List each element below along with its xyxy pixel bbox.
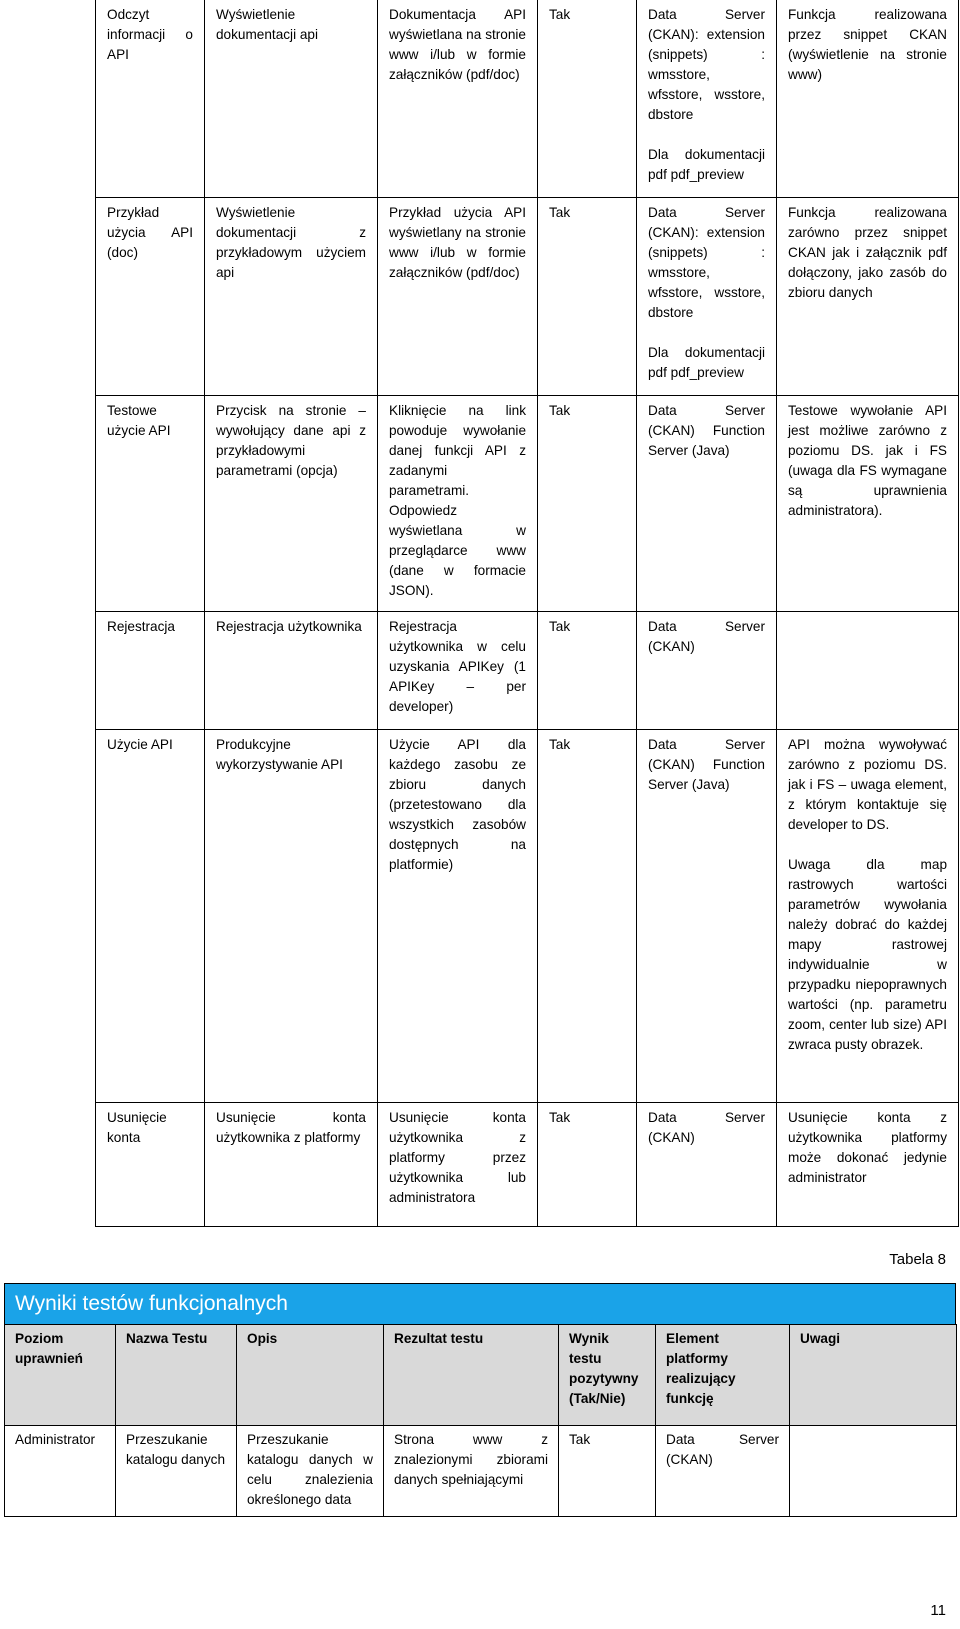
platform-component-cell	[637, 395, 777, 611]
results-header-cell: Uwagi	[790, 1325, 957, 1426]
function-description-cell-text: Wyświetlenie dokumentacji z przykładowym użyciem api	[216, 204, 366, 280]
function-name-cell	[96, 0, 205, 197]
function-details-cell	[378, 0, 538, 197]
table-row	[96, 729, 959, 1102]
remarks-cell-paragraph: Uwaga dla map rastrowych wartości parametrów wywołania należy dobrać do każdej mapy rastrowej indywidualnie w przypadku niepoprawnych wartości (np. parametru zoom, center lub size) API zwraca pusty obrazek.	[788, 856, 947, 1052]
results-cell: Przeszukanie katalogu danych	[116, 1426, 237, 1517]
results-header-row	[5, 1325, 957, 1426]
results-header-cell: Rezultat testu	[384, 1325, 559, 1426]
function-status-cell-text: Tak	[549, 618, 571, 634]
function-name-cell	[96, 1102, 205, 1226]
platform-component-cell	[637, 0, 777, 197]
table-row	[96, 197, 959, 395]
platform-component-cell-paragraph: Data Server (CKAN) Function Server (Java)	[648, 402, 765, 458]
results-cell: Data Server (CKAN)	[656, 1426, 790, 1517]
results-cell: Tak	[559, 1426, 656, 1517]
function-name-cell	[96, 611, 205, 729]
function-details-cell	[378, 729, 538, 1102]
table-row	[96, 1102, 959, 1226]
function-name-cell-text: Testowe użycie API	[107, 402, 171, 438]
function-description-cell	[205, 0, 378, 197]
results-header-cell: Nazwa Testu	[116, 1325, 237, 1426]
function-name-cell-text: Przykład użycia API (doc)	[107, 204, 193, 260]
table-row	[96, 0, 959, 197]
function-description-cell	[205, 611, 378, 729]
functions-table-body	[96, 0, 959, 1226]
results-header-cell: Wynik testu pozytywny (Tak/Nie)	[559, 1325, 656, 1426]
function-name-cell-text: Usunięcie konta	[107, 1109, 167, 1145]
function-details-cell-text: Przykład użycia API wyświetlany na stronie www i/lub w formie załączników (pdf/doc)	[389, 204, 526, 280]
function-description-cell	[205, 729, 378, 1102]
platform-component-cell-paragraph: Data Server (CKAN): extension (snippets) : wmsstore, wfsstore, wsstore, dbstore	[648, 204, 765, 320]
function-name-cell	[96, 395, 205, 611]
function-details-cell-text: Dokumentacja API wyświetlana na stronie www i/lub w formie załączników (pdf/doc)	[389, 7, 526, 82]
function-description-cell-text: Rejestracja użytkownika	[216, 618, 362, 634]
function-name-cell	[96, 729, 205, 1102]
results-cell: Strona www z znalezionymi zbiorami danych spełniającymi	[384, 1426, 559, 1517]
platform-component-cell	[637, 729, 777, 1102]
function-details-cell	[378, 395, 538, 611]
platform-component-cell-paragraph: Data Server (CKAN) Function Server (Java)	[648, 736, 765, 792]
function-status-cell	[538, 611, 637, 729]
table-caption: Tabela 8	[889, 1251, 946, 1268]
function-description-cell	[205, 395, 378, 611]
remarks-cell	[777, 395, 959, 611]
function-description-cell	[205, 1102, 378, 1226]
function-description-cell-text: Produkcyjne wykorzystywanie API	[216, 736, 343, 772]
results-cell: Administrator	[5, 1426, 116, 1517]
remarks-cell	[777, 729, 959, 1102]
function-status-cell-text: Tak	[549, 204, 571, 220]
remarks-cell-paragraph: Testowe wywołanie API jest możliwe zarówno z poziomu DS. jak i FS (uwaga dla FS wymagane są uprawnienia administratora).	[788, 402, 947, 518]
results-section-title: Wyniki testów funkcjonalnych	[4, 1283, 956, 1325]
remarks-cell-paragraph: Funkcja realizowana przez snippet CKAN (wyświetlenie na stronie www)	[788, 7, 947, 82]
function-details-cell	[378, 611, 538, 729]
results-table	[4, 1324, 957, 1517]
function-details-cell	[378, 1102, 538, 1226]
function-status-cell-text: Tak	[549, 1109, 571, 1125]
platform-component-cell-paragraph: Data Server (CKAN): extension (snippets) : wmsstore, wfsstore, wsstore, dbstore	[648, 7, 765, 122]
function-status-cell-text: Tak	[549, 7, 571, 22]
function-details-cell-text: Rejestracja użytkownika w celu uzyskania APIKey (1 APIKey – per developer)	[389, 618, 526, 714]
function-status-cell-text: Tak	[549, 402, 571, 418]
functions-table	[95, 0, 959, 1227]
function-details-cell	[378, 197, 538, 395]
platform-component-cell	[637, 197, 777, 395]
function-details-cell-text: Kliknięcie na link powoduje wywołanie danej funkcji API z zadanymi parametrami. Odpowiedz wyświetlana w przeglądarce www (dane w formacie JSON).	[389, 402, 526, 598]
remarks-cell	[777, 0, 959, 197]
platform-component-cell	[637, 611, 777, 729]
function-details-cell-text: Usunięcie konta użytkownika z platformy przez użytkownika lub administratora	[389, 1109, 526, 1205]
function-status-cell	[538, 729, 637, 1102]
results-header-cell: Element platformy realizujący funkcję	[656, 1325, 790, 1426]
function-status-cell-text: Tak	[549, 736, 571, 752]
function-description-cell-text: Przycisk na stronie – wywołujący dane api z przykładowymi parametrami (opcja)	[216, 402, 366, 478]
function-name-cell	[96, 197, 205, 395]
function-status-cell	[538, 0, 637, 197]
results-cell: Przeszukanie katalogu danych w celu znalezienia określonego data	[237, 1426, 384, 1517]
remarks-cell	[777, 197, 959, 395]
results-cell	[790, 1426, 957, 1517]
function-details-cell-text: Użycie API dla każdego zasobu ze zbioru danych (przetestowano dla wszystkich zasobów dostępnych na platformie)	[389, 736, 526, 872]
remarks-cell	[777, 1102, 959, 1226]
function-status-cell	[538, 395, 637, 611]
platform-component-cell-paragraph: Data Server (CKAN)	[648, 1109, 765, 1145]
results-header-cell: Opis	[237, 1325, 384, 1426]
function-name-cell-text: Użycie API	[107, 736, 173, 752]
function-description-cell	[205, 197, 378, 395]
results-row	[5, 1426, 957, 1517]
remarks-cell-paragraph: Usunięcie konta z użytkownika platformy może dokonać jedynie administrator	[788, 1109, 947, 1185]
platform-component-cell-paragraph: Data Server (CKAN)	[648, 618, 765, 654]
results-header-cell: Poziom uprawnień	[5, 1325, 116, 1426]
remarks-cell	[777, 611, 959, 729]
function-name-cell-text: Rejestracja	[107, 618, 175, 634]
function-name-cell-text: Odczyt informacji o API	[107, 7, 193, 62]
function-status-cell	[538, 197, 637, 395]
platform-component-cell	[637, 1102, 777, 1226]
results-table-body	[5, 1325, 957, 1517]
function-description-cell-text: Wyświetlenie dokumentacji api	[216, 7, 319, 42]
function-status-cell	[538, 1102, 637, 1226]
page-number: 11	[930, 1602, 946, 1619]
remarks-cell-paragraph: Funkcja realizowana zarówno przez snippet CKAN jak i załącznik pdf dołączony, jako zasób do zbioru danych	[788, 204, 947, 300]
function-description-cell-text: Usunięcie konta użytkownika z platformy	[216, 1109, 366, 1145]
platform-component-cell-paragraph: Dla dokumentacji pdf pdf_preview	[648, 147, 765, 182]
table-row	[96, 611, 959, 729]
remarks-cell-paragraph: API można wywoływać zarówno z poziomu DS. jak i FS – uwaga element, z którym kontaktuje się developer to DS.	[788, 736, 947, 832]
table-row	[96, 395, 959, 611]
platform-component-cell-paragraph: Dla dokumentacji pdf pdf_preview	[648, 344, 765, 380]
